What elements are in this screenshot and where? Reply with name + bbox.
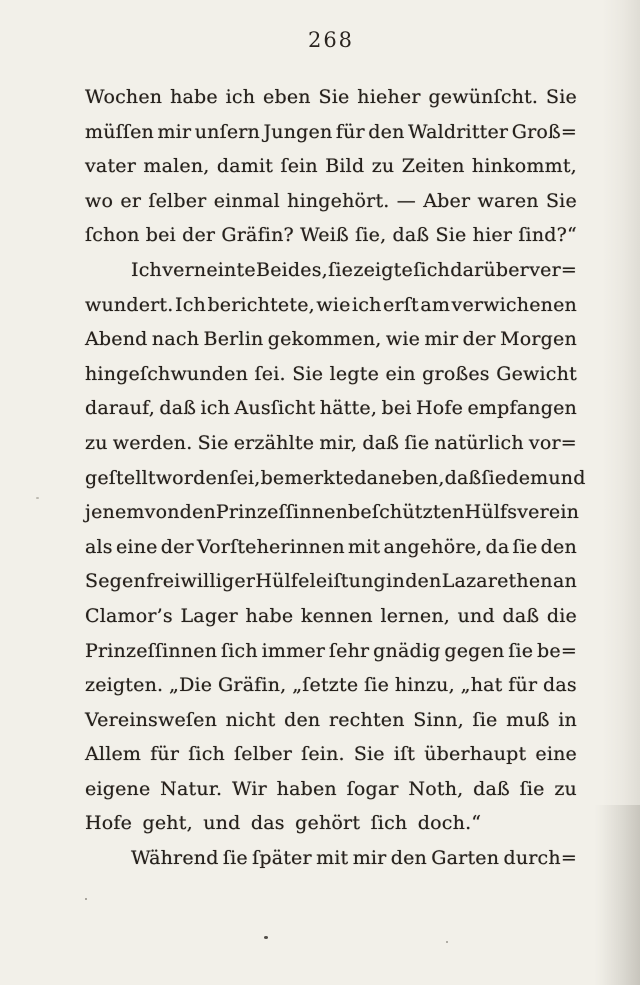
text-line: ſchon bei der Gräfin? Weiß ſie, daß Sie hier ſind?“ <box>85 224 577 247</box>
text-line: wo er ſelber einmal hingehört. — Aber waren Sie <box>85 189 577 212</box>
text-line: müſſen mir unſern Jungen für den Waldritter Groß= <box>85 120 577 143</box>
page-number: 268 <box>307 28 355 52</box>
text-line: vater malen, damit ſein Bild zu Zeiten hinkommt, <box>85 155 577 178</box>
text-line: Wochen habe ich eben Sie hieher gewünſcht. Sie <box>85 86 577 108</box>
text-line: hingeſchwunden ſei. Sie legte ein großes Gewicht <box>85 362 577 385</box>
text-line: als eine der Vorſteherinnen mit angehöre, da ſie den <box>85 535 577 558</box>
text-line: eigene Natur. Wir haben ſogar Noth, daß ſie zu <box>85 777 577 800</box>
text-line: Hofe geht, und das gehört ſich doch.“ <box>85 812 482 835</box>
scan-speck <box>36 497 39 499</box>
text-line: jenem von den Prinzeſſinnen beſchützten Hülfsverein <box>85 501 580 524</box>
text-line: Allem für ſich ſelber ſein. Sie iſt überhaupt eine <box>85 743 577 766</box>
right-edge-scan-shadow <box>602 0 640 985</box>
text-line: darauf, daß ich Ausſicht hätte, bei Hofe empfangen <box>85 397 577 420</box>
scan-speck <box>446 941 448 943</box>
text-line: Während ſie ſpäter mit mir den Garten durch= <box>131 847 577 870</box>
text-line: wundert. Ich berichtete, wie ich erſt am verwichenen <box>85 293 577 316</box>
body-text <box>85 80 586 876</box>
text-line: zu werden. Sie erzählte mir, daß ſie natürlich vor= <box>85 431 577 454</box>
text-line: zeigten. „Die Gräfin, „ſetzte ſie hinzu, „hat für das <box>85 674 577 697</box>
text-line: Segen freiwilliger Hülfeleiſtung in den Lazarethen an <box>85 570 577 593</box>
text-line: Abend nach Berlin gekommen, wie mir der Morgen <box>85 328 577 351</box>
text-line: geſtellt worden ſei, bemerkte daneben, daß ſie dem und <box>85 466 586 489</box>
scan-speck <box>264 936 268 939</box>
text-line: Prinzeſſinnen ſich immer ſehr gnädig gegen ſie be= <box>85 639 577 662</box>
text-line: Vereinsweſen nicht den rechten Sinn, ſie muß in <box>85 708 577 731</box>
corner-scan-shadow <box>594 805 640 985</box>
text-line: Ich verneinte Beides, ſie zeigte ſich darüber ver= <box>131 258 577 281</box>
text-line: Clamor’s Lager habe kennen lernen, und daß die <box>85 604 577 627</box>
scan-speck <box>85 898 87 900</box>
